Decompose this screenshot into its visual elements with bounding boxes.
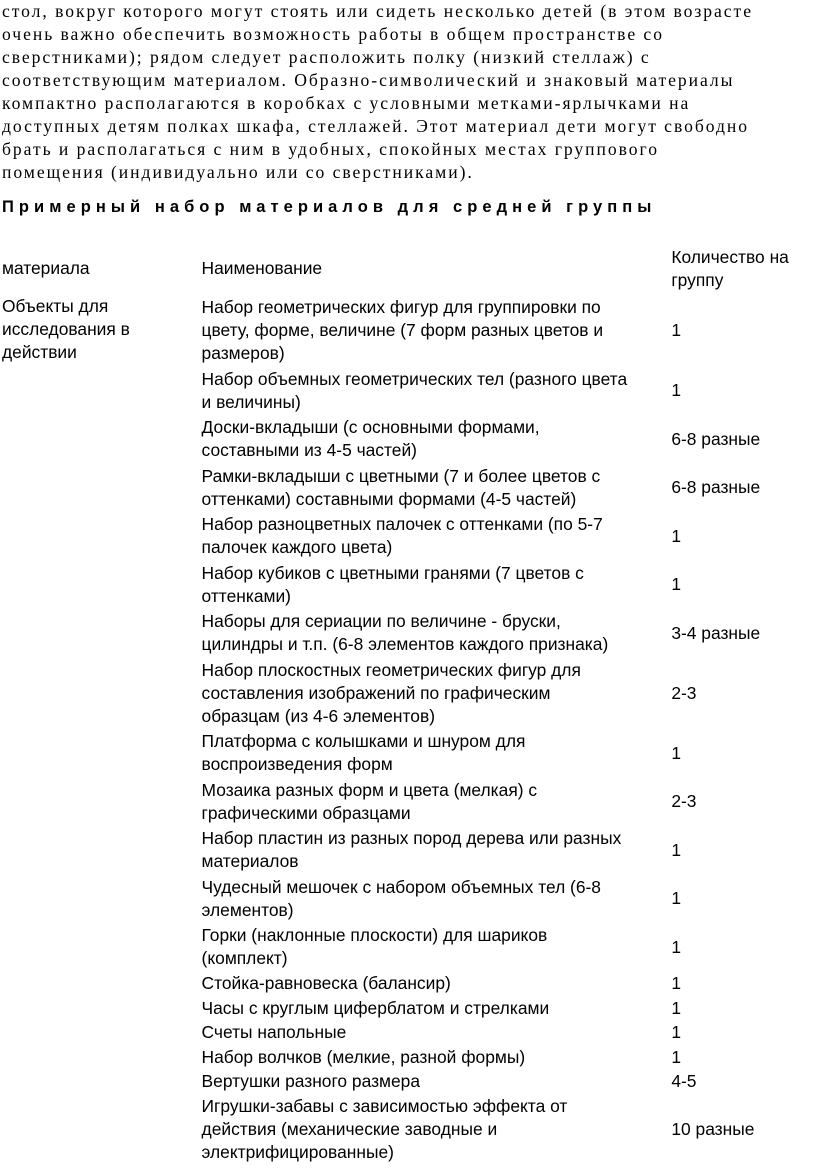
materials-table — [2, 242, 814, 1166]
item-name-line: Стойка-равновеска (балансир) — [201, 973, 451, 994]
intro-paragraph — [2, 0, 814, 184]
intro-line: сверстниками); рядом следует расположить полку (низкий стеллаж) с — [2, 47, 651, 67]
intro-line: брать и располагаться с ним в удобных, спокойных местах группового — [2, 139, 659, 159]
item-quantity: 1 — [671, 525, 682, 546]
item-quantity: 10 разные — [671, 1119, 755, 1140]
item-quantity: 1 — [671, 973, 682, 994]
item-name-line: Вертушки разного размера — [201, 1071, 421, 1092]
item-name — [202, 415, 672, 464]
item-name-line: материалов — [201, 851, 299, 872]
item-quantity: 1 — [671, 1046, 682, 1067]
item-name — [202, 609, 672, 658]
intro-line: стол, вокруг которого могут стоять или сидеть несколько детей (в этом возрасте — [2, 1, 753, 21]
item-name — [202, 1021, 672, 1046]
item-name-line: действия (механические заводные и — [201, 1119, 498, 1140]
item-name — [202, 1094, 672, 1166]
item-name — [202, 367, 672, 416]
item-name — [202, 1070, 672, 1095]
item-quantity: 3-4 разные — [671, 622, 761, 643]
intro-line: доступных детям полках шкафа, стеллажей. Этот материал дети могут свободно — [2, 116, 749, 136]
item-quantity: 1 — [671, 997, 682, 1018]
item-name — [202, 826, 672, 875]
item-name-line: Набор объемных геометрических тел (разного цвета — [201, 368, 628, 389]
category-line: исследования в — [2, 319, 130, 339]
item-quantity: 1 — [671, 888, 682, 909]
item-name-line: цвету, форме, величине (7 форм разных цветов и — [201, 320, 604, 341]
item-name — [202, 875, 672, 924]
item-name-line: Набор геометрических фигур для группировки по — [201, 297, 601, 318]
intro-line: очень важно обеспечить возможность работы в общем пространстве со — [2, 24, 664, 44]
item-quantity: 2-3 — [671, 682, 697, 703]
item-quantity: 1 — [671, 1022, 682, 1043]
item-name-line: образцам (из 4-6 элементов) — [201, 705, 436, 726]
header-quantity-line: группу — [671, 269, 724, 290]
item-name-line: размеров) — [201, 343, 285, 364]
item-name — [202, 996, 672, 1021]
item-name-line: графическими образцами — [201, 802, 411, 823]
item-name-line: Горки (наклонные плоскости) для шариков — [201, 925, 548, 946]
item-name-line: Чудесный мешочек с набором объемных тел (6-8 — [201, 876, 601, 897]
category-line: действии — [2, 342, 77, 362]
item-name-line: электрифицированные) — [201, 1142, 394, 1163]
item-name — [202, 295, 672, 367]
item-quantity: 1 — [671, 320, 682, 341]
item-name-line: оттенками) — [201, 585, 291, 606]
item-name-line: Платформа с колышками и шнуром для — [201, 731, 526, 752]
item-name-line: Наборы для сериации по величине - бруски, — [201, 611, 561, 632]
item-quantity: 6-8 разные — [671, 477, 761, 498]
item-name — [202, 512, 672, 561]
item-name — [202, 972, 672, 997]
item-name-line: Набор пластин из разных пород дерева или разных — [201, 828, 622, 849]
item-name-line: Часы с круглым циферблатом и стрелками — [201, 997, 550, 1018]
table-row — [2, 295, 814, 367]
item-name-line: Набор кубиков с цветными гранями (7 цветов с — [201, 562, 584, 583]
item-quantity: 1 — [671, 936, 682, 957]
item-name-line: составными из 4-5 частей) — [201, 440, 417, 461]
item-name-line: Доски-вкладыши (с основными формами, — [201, 417, 540, 438]
header-quantity-line: Количество на — [671, 246, 789, 267]
header-name: Наименование — [201, 258, 323, 278]
item-name-line: Набор плоскостных геометрических фигур для — [201, 659, 581, 680]
header-material-type: материала — [2, 258, 90, 278]
item-quantity: 1 — [671, 839, 682, 860]
item-name — [202, 464, 672, 513]
item-name-line: (комплект) — [201, 948, 288, 969]
item-name-line: составления изображений по графическим — [201, 682, 551, 703]
intro-line: соответствующим материалом. Образно-символический и знаковый материалы — [2, 70, 735, 90]
item-name-line: палочек каждого цвета) — [201, 537, 393, 558]
item-quantity: 1 — [671, 742, 682, 763]
item-name-line: оттенками) составными формами (4-5 частей) — [201, 488, 577, 509]
item-name-line: Счеты напольные — [201, 1022, 347, 1043]
item-name — [202, 561, 672, 610]
intro-line: помещения (индивидуально или со сверстниками). — [2, 162, 474, 182]
item-name-line: цилиндры и т.п. (6-8 элементов каждого признака) — [201, 634, 609, 655]
item-name-line: Набор разноцветных палочек с оттенками (по 5-7 — [201, 514, 603, 535]
item-quantity: 6-8 разные — [671, 428, 761, 449]
item-quantity: 2-3 — [671, 791, 697, 812]
table-header-row — [2, 242, 814, 295]
item-name-line: воспроизведения форм — [201, 754, 393, 775]
item-name-line: Рамки-вкладыши с цветными (7 и более цветов с — [201, 465, 601, 486]
item-name — [202, 778, 672, 827]
item-name — [202, 1045, 672, 1070]
item-name — [202, 729, 672, 778]
item-quantity: 1 — [671, 574, 682, 595]
item-name-line: Мозаика разных форм и цвета (мелкая) с — [201, 779, 538, 800]
section-heading: Примерный набор материалов для средней группы — [2, 198, 657, 216]
item-name — [202, 658, 672, 730]
category-cell — [2, 295, 202, 1166]
item-name-line: Игрушки-забавы с зависимостью эффекта от — [201, 1096, 568, 1117]
category-line: Объекты для — [2, 296, 109, 316]
item-quantity: 4-5 — [671, 1071, 697, 1092]
item-name-line: Набор волчков (мелкие, разной формы) — [201, 1046, 526, 1067]
item-name — [202, 923, 672, 972]
intro-line: компактно располагаются в коробках с условными метками-ярлычками на — [2, 93, 691, 113]
item-name-line: элементов) — [201, 899, 294, 920]
item-name-line: и величины) — [201, 391, 301, 412]
header-quantity — [671, 242, 814, 295]
item-quantity: 1 — [671, 380, 682, 401]
